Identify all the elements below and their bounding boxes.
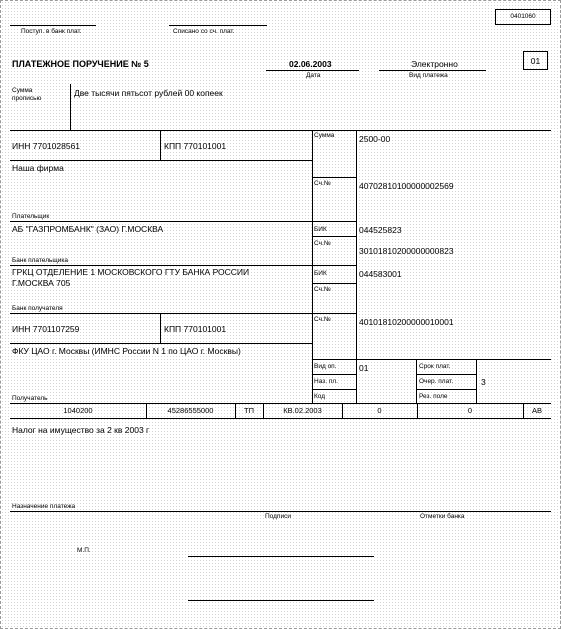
payee-bank-label: Банк получателя xyxy=(12,305,63,312)
amount-value: 2500-00 xyxy=(359,134,391,144)
payer-inn: ИНН 7701028561 xyxy=(12,141,81,151)
payment-type: Электронно xyxy=(411,59,458,69)
tax-period: КВ.02.2003 xyxy=(283,406,322,415)
payer-account: 40702810100000002569 xyxy=(359,181,454,191)
amount-words: Две тысячи пятьсот рублей 00 копеек xyxy=(74,88,223,98)
op-purpose-label: Наз. пл. xyxy=(314,378,338,385)
payer-bank-account-label: Сч.№ xyxy=(314,240,331,247)
grid-line xyxy=(416,359,417,403)
grid-line xyxy=(356,130,357,403)
signature-line xyxy=(188,556,374,557)
op-type-label: Вид оп. xyxy=(314,363,337,370)
amount-label: Сумма xyxy=(314,132,335,139)
date-line xyxy=(266,70,359,71)
grid-line xyxy=(476,359,477,403)
order-label: Очер. плат. xyxy=(419,378,454,385)
priority-code: 01 xyxy=(530,56,541,66)
payee-bank-bik: 044583001 xyxy=(359,269,402,279)
grid-line xyxy=(10,418,551,419)
payee-bank-account-label: Сч.№ xyxy=(314,286,331,293)
grid-line xyxy=(160,313,161,343)
grid-line xyxy=(312,130,313,403)
stamp-label: М.П. xyxy=(77,547,91,554)
grid-line xyxy=(10,130,551,131)
payee-label: Получатель xyxy=(12,395,48,402)
received-label: Поступ. в банк плат. xyxy=(21,28,82,35)
payee-account: 40101810200000010001 xyxy=(359,317,454,327)
amount-words-label: Сумма прописью xyxy=(12,87,42,102)
payee-bank-bik-label: БИК xyxy=(314,270,327,277)
grid-line xyxy=(160,130,161,160)
order-value: 3 xyxy=(481,377,486,387)
payer-bank-label: Банк плательщика xyxy=(12,257,68,264)
date-label: Дата xyxy=(306,72,321,79)
grid-line xyxy=(312,389,356,390)
payer-bank-bik-label: БИК xyxy=(314,226,327,233)
grid-line xyxy=(10,511,551,512)
grid-line xyxy=(10,313,356,314)
grid-line xyxy=(312,374,356,375)
grid-line xyxy=(10,160,312,161)
tax-okato: 45286555000 xyxy=(167,406,214,415)
payer-kpp: КПП 770101001 xyxy=(164,141,227,151)
grid-line xyxy=(10,265,356,266)
bank-marks-label: Отметки банка xyxy=(420,513,465,520)
tax-doc-number: 0 xyxy=(377,406,382,415)
payment-purpose: Налог на имущество за 2 кв 2003 г xyxy=(12,425,150,435)
signatures-label: Подписи xyxy=(265,513,291,520)
form-code: 0401060 xyxy=(510,13,536,20)
grid-line xyxy=(312,177,356,178)
payee-account-label: Сч.№ xyxy=(314,316,331,323)
tax-basis: ТП xyxy=(244,406,254,415)
document-date: 02.06.2003 xyxy=(289,59,332,69)
payee-inn: ИНН 7701107259 xyxy=(12,324,80,334)
document-title: ПЛАТЕЖНОЕ ПОРУЧЕНИЕ № 5 xyxy=(12,59,149,69)
payer-bank-name: АБ "ГАЗПРОМБАНК" (ЗАО) Г.МОСКВА xyxy=(12,224,164,234)
payee-kpp: КПП 770101001 xyxy=(164,324,227,334)
payee-bank-name-line2: Г.МОСКВА 705 xyxy=(12,278,71,288)
payer-label: Плательщик xyxy=(12,213,50,220)
payee-bank-name-line1: ГРКЦ ОТДЕЛЕНИЕ 1 МОСКОВСКОГО ГТУ БАНКА РОССИИ xyxy=(12,267,250,277)
tax-doc-date: 0 xyxy=(467,406,473,415)
grid-line xyxy=(10,343,312,344)
payer-name: Наша фирма xyxy=(12,163,64,173)
signature-line xyxy=(188,600,374,601)
received-line xyxy=(10,25,96,26)
tax-kbk: 1040200 xyxy=(63,406,93,415)
grid-line xyxy=(10,221,356,222)
amount-words-divider xyxy=(70,84,71,130)
payer-bank-account: 30101810200000000823 xyxy=(359,246,454,256)
res-label: Рез. поле xyxy=(419,393,448,400)
payer-bank-bik: 044525823 xyxy=(359,225,402,235)
purpose-label: Назначение платежа xyxy=(12,503,76,510)
grid-line xyxy=(416,389,476,390)
grid-line xyxy=(416,374,476,375)
tax-type: АВ xyxy=(531,406,542,415)
grid-line xyxy=(312,236,356,237)
payment-type-label: Вид платежа xyxy=(409,72,448,79)
payment-type-line xyxy=(379,70,486,71)
grid-line xyxy=(10,403,551,404)
op-code-label: Код xyxy=(314,393,326,400)
payer-account-label: Сч.№ xyxy=(314,180,331,187)
debited-label: Списано со сч. плат. xyxy=(173,28,235,35)
grid-line xyxy=(312,359,551,360)
due-label: Срок плат. xyxy=(419,363,451,370)
debited-line xyxy=(169,25,267,26)
payee-name: ФКУ ЦАО г. Москвы (ИМНС России N 1 по ЦАО г. Москвы) xyxy=(12,346,241,356)
op-type: 01 xyxy=(359,363,369,373)
grid-line xyxy=(312,283,356,284)
